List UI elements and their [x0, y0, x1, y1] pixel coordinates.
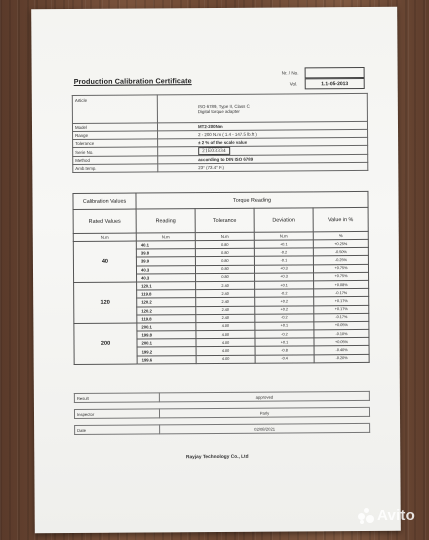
tolerance-cell: 0.80 [195, 240, 254, 249]
reading-cell: 40.1 [136, 241, 195, 250]
unit-cell: N.m [73, 233, 136, 241]
tolerance-cell: 2.40 [196, 289, 255, 298]
deviation-cell: -0.2 [255, 314, 314, 323]
percent-cell: +0.17% [314, 297, 369, 306]
tolerance-cell: 0.80 [195, 248, 254, 257]
deviation-cell: +0.1 [254, 240, 313, 249]
reading-cell: 199.8 [137, 331, 196, 340]
calibration-table [72, 191, 369, 365]
tolerance-value: ± 2 % of the scale value [158, 137, 368, 146]
torque-reading-header: Torque Reading [136, 191, 368, 209]
reading-cell: 120.1 [137, 282, 196, 291]
tolerance-cell: 2.40 [196, 314, 255, 323]
deviation-cell: -0.8 [255, 346, 314, 355]
reading-cell: 199.6 [137, 355, 196, 364]
cal-header-row-2 [73, 207, 368, 233]
deviation-cell: -0.2 [255, 289, 314, 298]
date-label: Date [75, 425, 160, 435]
reading-cell: 119.8 [137, 290, 196, 299]
deviation-cell: -0.4 [255, 354, 314, 363]
amb-temp-value: 23° (73.4° F.) [158, 162, 368, 171]
result-value: approved [159, 391, 369, 401]
percent-cell: -0.10% [314, 329, 369, 338]
date-value: 02/08/2021 [160, 423, 370, 433]
percent-cell: +0.75% [313, 264, 368, 273]
info-table [72, 93, 369, 173]
unit-cell: N.m [136, 233, 195, 241]
unit-cell: N.m [254, 232, 313, 240]
tolerance-header: Tolerance [195, 208, 254, 232]
certificate-title: Production Calibration Certificate [73, 76, 192, 86]
tolerance-cell: 0.80 [196, 273, 255, 282]
reading-cell: 120.2 [137, 306, 196, 315]
tolerance-cell: 4.00 [196, 347, 255, 356]
method-label: Method [73, 156, 158, 165]
certificate-paper [31, 7, 401, 534]
tolerance-cell: 4.00 [196, 338, 255, 347]
percent-cell: -0.40% [314, 346, 369, 355]
range-value: 2 - 200 N.m ( 1.4 - 147.5 lb.ft ) [158, 129, 368, 138]
tolerance-cell: 2.40 [196, 306, 255, 315]
avito-watermark [358, 507, 415, 524]
percent-cell: -0.17% [314, 289, 369, 298]
reading-cell: 40.3 [137, 273, 196, 282]
tolerance-label: Tolerance [73, 139, 158, 148]
calibration-values-header: Calibration Values [73, 193, 136, 209]
result-label: Result [74, 393, 159, 403]
deviation-cell: -0.2 [254, 248, 313, 257]
percent-cell: +0.08% [314, 280, 369, 289]
range-label: Range [73, 131, 158, 140]
method-value: according to DIN ISO 6789 [158, 154, 368, 163]
rated-value-cell: 200 [74, 323, 137, 364]
deviation-cell: +0.2 [255, 305, 314, 314]
deviation-cell: +0.1 [255, 338, 314, 347]
inspector-label: Inspector [74, 409, 159, 419]
rated-values-header: Rated Values [73, 209, 136, 233]
deviation-header: Deviation [254, 208, 313, 232]
tolerance-cell: 4.00 [196, 355, 255, 364]
result-table [74, 391, 370, 435]
tolerance-cell: 4.00 [196, 330, 255, 339]
serial-value: 21E03334 [198, 147, 230, 155]
article-row [72, 93, 367, 123]
tolerance-cell: 2.40 [196, 281, 255, 290]
rated-value-cell: 40 [73, 241, 136, 282]
inspector-value: Parly [159, 407, 369, 417]
tolerance-cell: 0.80 [195, 265, 254, 274]
vol-box: 1.1-05-2013 [305, 78, 365, 89]
tolerance-cell: 2.40 [196, 298, 255, 307]
vol-label: Vol. [289, 81, 298, 87]
tolerance-cell: 4.00 [196, 322, 255, 331]
unit-cell: % [313, 231, 368, 239]
percent-cell: +0.17% [314, 305, 369, 314]
rated-value-cell: 120 [74, 282, 137, 323]
serial-label: Serie No. [73, 147, 158, 157]
reading-cell: 200.1 [137, 323, 196, 332]
company-name: Rayjay Technology Co., Ltd [186, 454, 249, 461]
reading-cell: 39.8 [136, 249, 195, 258]
model-value: MT2-200Nm [157, 121, 367, 130]
article-value: ISO 6789, Type II, Class C Digital torque adapter [157, 93, 367, 122]
reading-cell: 120.2 [137, 298, 196, 307]
unit-cell: N.m [195, 232, 254, 240]
reading-cell: 200.1 [137, 339, 196, 348]
nr-box [305, 67, 365, 78]
percent-cell: -0.50% [313, 248, 368, 257]
percent-cell: +0.05% [314, 338, 369, 347]
model-label: Model [72, 123, 157, 132]
percent-cell: -0.25% [313, 256, 368, 265]
nr-label: Nr. / No. [281, 70, 299, 76]
deviation-cell: +0.1 [255, 322, 314, 331]
reading-header: Reading [136, 209, 195, 233]
percent-cell: -0.20% [314, 354, 369, 363]
deviation-cell: +0.3 [255, 273, 314, 282]
deviation-cell: +0.2 [255, 297, 314, 306]
deviation-cell: +0.1 [255, 281, 314, 290]
reading-cell: 39.9 [136, 257, 195, 266]
tolerance-cell: 0.80 [195, 257, 254, 266]
reading-cell: 40.3 [136, 265, 195, 274]
amb-temp-label: Amb.temp. [73, 164, 158, 173]
percent-cell: +0.25% [313, 239, 368, 248]
article-label: Article [72, 95, 157, 124]
date-row [75, 423, 370, 434]
reading-cell: 199.2 [137, 347, 196, 356]
amb-temp-row [73, 162, 368, 172]
deviation-cell: -0.2 [255, 330, 314, 339]
deviation-cell: -0.1 [254, 256, 313, 265]
value-percent-header: Value in % [313, 207, 368, 231]
avito-logo-icon [358, 508, 374, 524]
reading-cell: 119.8 [137, 314, 196, 323]
percent-cell: +0.05% [314, 321, 369, 330]
deviation-cell: +0.3 [254, 264, 313, 273]
percent-cell: +0.75% [314, 272, 369, 281]
percent-cell: -0.17% [314, 313, 369, 322]
avito-watermark-text: Avito [377, 507, 415, 524]
